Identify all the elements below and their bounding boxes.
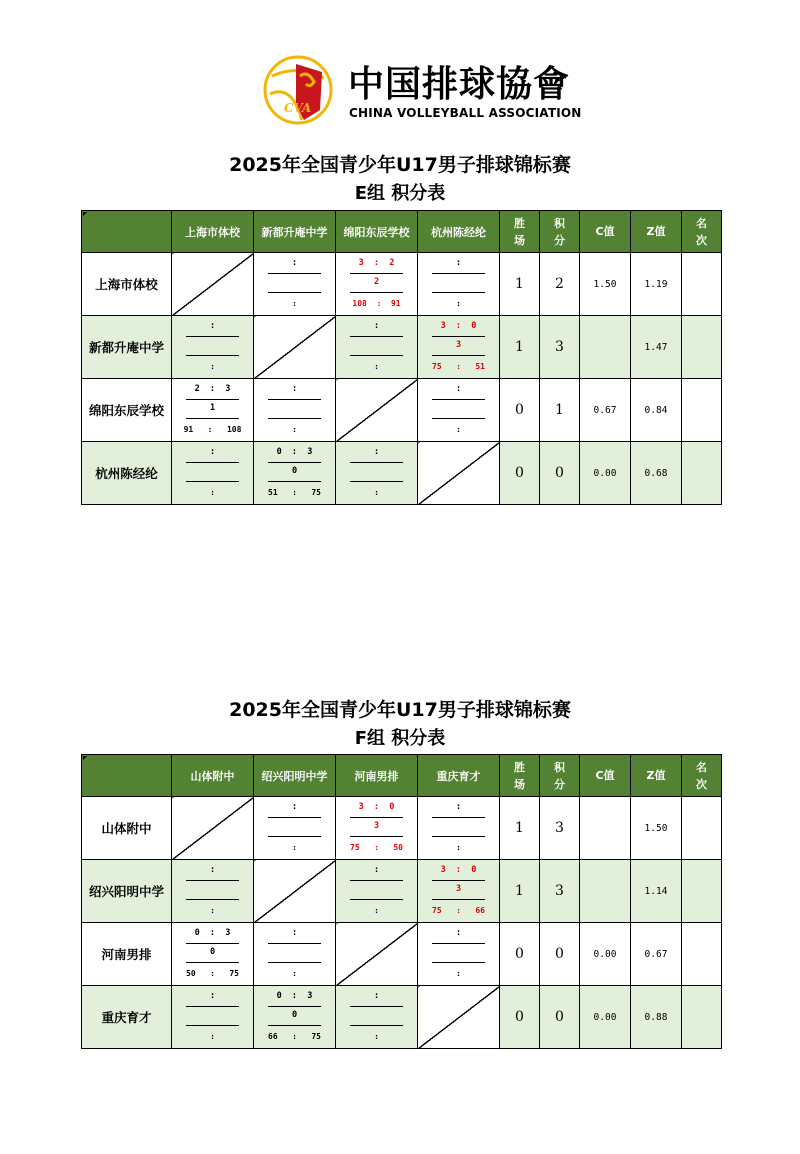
team-name: 重庆育才 [82, 986, 172, 1049]
divider [186, 1025, 239, 1026]
divider [186, 481, 239, 482]
team-row [82, 923, 722, 986]
team-column-header: 绍兴阳明中学 [254, 755, 336, 797]
z-value: 0.68 [631, 442, 682, 505]
divider [350, 292, 403, 293]
set-score: 3 : 0 [358, 802, 395, 812]
c-column-header: C值 [580, 211, 631, 253]
match-result-cell [336, 253, 418, 316]
match-points: 3 [455, 340, 462, 350]
match-result-cell [254, 986, 336, 1049]
match-result-cell [254, 442, 336, 505]
set-score: : [363, 447, 390, 457]
z-value: 1.50 [631, 797, 682, 860]
set-score: : [199, 447, 226, 457]
team-name: 杭州陈经纶 [82, 442, 172, 505]
self-match-cell [418, 442, 500, 505]
logo-chinese-name: 中国排球協會 [348, 63, 571, 105]
divider [268, 292, 321, 293]
set-score: : [445, 802, 472, 812]
divider [268, 836, 321, 837]
points-value: 3 [540, 316, 580, 379]
divider [268, 817, 321, 818]
team-row [82, 797, 722, 860]
match-result-cell [418, 253, 500, 316]
match-points: 1 [209, 403, 216, 413]
divider [350, 336, 403, 337]
set-score: 3 : 0 [440, 321, 477, 331]
set-score: : [281, 928, 308, 938]
rank-value [682, 986, 722, 1049]
set-score: : [445, 258, 472, 268]
point-score: : [359, 906, 394, 915]
match-result-cell [418, 923, 500, 986]
match-result-cell [172, 316, 254, 379]
match-points: 3 [455, 884, 462, 894]
point-score: 51 : 75 [268, 488, 321, 497]
match-result-cell [336, 316, 418, 379]
match-result-cell [418, 316, 500, 379]
header-row [82, 755, 722, 797]
z-value: 1.14 [631, 860, 682, 923]
rank-value [682, 316, 722, 379]
corner-cell [82, 211, 172, 253]
set-score: : [363, 321, 390, 331]
points-value: 2 [540, 253, 580, 316]
cva-logo [262, 52, 582, 128]
set-score: : [281, 384, 308, 394]
set-score: 0 : 3 [276, 447, 313, 457]
divider [268, 943, 321, 944]
rank-value [682, 442, 722, 505]
divider [186, 462, 239, 463]
team-row [82, 379, 722, 442]
set-score: : [281, 258, 308, 268]
self-match-cell [336, 923, 418, 986]
point-score: 75 : 66 [432, 906, 485, 915]
set-score: : [199, 865, 226, 875]
match-result-cell [254, 923, 336, 986]
point-score: : [277, 425, 312, 434]
match-result-cell [172, 986, 254, 1049]
emblem-text: CVA [284, 101, 312, 115]
point-score: : [195, 906, 230, 915]
divider [268, 418, 321, 419]
z-column-header: Z值 [631, 755, 682, 797]
team-row [82, 986, 722, 1049]
point-score: : [441, 425, 476, 434]
divider [186, 880, 239, 881]
self-match-cell [172, 253, 254, 316]
set-score: 3 : 2 [358, 258, 395, 268]
team-name: 新都升庵中学 [82, 316, 172, 379]
point-score: 75 : 50 [350, 843, 403, 852]
divider [186, 899, 239, 900]
team-column-header: 山体附中 [172, 755, 254, 797]
wins-column-header: 胜 场 [500, 755, 540, 797]
divider [350, 1006, 403, 1007]
set-score: 0 : 3 [276, 991, 313, 1001]
point-score: 91 : 108 [183, 425, 242, 434]
team-row [82, 860, 722, 923]
match-result-cell [254, 379, 336, 442]
self-match-cell [418, 986, 500, 1049]
logo-english-name: CHINA VOLLEYBALL ASSOCIATION [349, 106, 582, 120]
corner-cell [82, 755, 172, 797]
points-value: 3 [540, 797, 580, 860]
divider [432, 943, 485, 944]
divider [350, 817, 403, 818]
divider [432, 880, 485, 881]
c-value [580, 797, 631, 860]
z-value: 1.19 [631, 253, 682, 316]
group-f-subtitle: F组 积分表 [354, 728, 446, 749]
rank-value [682, 923, 722, 986]
set-score: : [281, 802, 308, 812]
wins-value: 1 [500, 860, 540, 923]
divider [432, 292, 485, 293]
rank-value [682, 253, 722, 316]
match-result-cell [336, 860, 418, 923]
point-score: : [195, 362, 230, 371]
point-score: 75 : 51 [432, 362, 485, 371]
match-result-cell [418, 860, 500, 923]
team-row [82, 253, 722, 316]
divider [186, 943, 239, 944]
divider [350, 836, 403, 837]
match-points: 0 [209, 947, 216, 957]
point-score: : [195, 1032, 230, 1041]
divider [350, 273, 403, 274]
match-result-cell [254, 797, 336, 860]
c-value: 0.00 [580, 986, 631, 1049]
match-points: 0 [291, 1010, 298, 1020]
points-column-header: 积 分 [540, 755, 580, 797]
wins-column-header: 胜 场 [500, 211, 540, 253]
team-column-header: 重庆育才 [418, 755, 500, 797]
c-value [580, 316, 631, 379]
point-score: : [441, 969, 476, 978]
divider [432, 336, 485, 337]
divider [350, 355, 403, 356]
corner-mark-icon [83, 212, 87, 216]
self-match-cell [254, 316, 336, 379]
header-row [82, 211, 722, 253]
wins-value: 0 [500, 379, 540, 442]
divider [186, 962, 239, 963]
divider [268, 462, 321, 463]
match-result-cell [172, 923, 254, 986]
set-score: : [199, 991, 226, 1001]
wins-value: 0 [500, 442, 540, 505]
match-points: 0 [291, 466, 298, 476]
rank-column-header: 名 次 [682, 755, 722, 797]
team-name: 绵阳东辰学校 [82, 379, 172, 442]
match-points: 2 [373, 277, 380, 287]
match-points: 3 [373, 821, 380, 831]
divider [350, 899, 403, 900]
rank-column-header: 名 次 [682, 211, 722, 253]
set-score: : [445, 928, 472, 938]
point-score: 108 : 91 [352, 299, 401, 308]
divider [268, 1006, 321, 1007]
rank-value [682, 860, 722, 923]
c-column-header: C值 [580, 755, 631, 797]
divider [350, 1025, 403, 1026]
self-match-cell [336, 379, 418, 442]
points-value: 0 [540, 986, 580, 1049]
point-score: : [359, 1032, 394, 1041]
point-score: : [441, 843, 476, 852]
c-value: 0.67 [580, 379, 631, 442]
wins-value: 0 [500, 986, 540, 1049]
divider [432, 399, 485, 400]
point-score: : [277, 969, 312, 978]
divider [432, 836, 485, 837]
points-value: 3 [540, 860, 580, 923]
set-score: : [199, 321, 226, 331]
group-f-standings-table [81, 754, 722, 1049]
divider [186, 336, 239, 337]
divider [432, 273, 485, 274]
point-score: : [195, 488, 230, 497]
divider [268, 481, 321, 482]
divider [350, 462, 403, 463]
divider [268, 399, 321, 400]
z-value: 1.47 [631, 316, 682, 379]
group-e-title: 2025年全国青少年U17男子排球锦标赛 [229, 154, 571, 176]
divider [432, 355, 485, 356]
points-column-header: 积 分 [540, 211, 580, 253]
team-column-header: 上海市体校 [172, 211, 254, 253]
team-row [82, 442, 722, 505]
divider [186, 1006, 239, 1007]
point-score: : [277, 299, 312, 308]
c-value [580, 860, 631, 923]
rank-value [682, 797, 722, 860]
group-e-subtitle: E组 积分表 [354, 183, 446, 204]
z-value: 0.67 [631, 923, 682, 986]
divider [432, 899, 485, 900]
match-result-cell [418, 379, 500, 442]
team-name: 上海市体校 [82, 253, 172, 316]
divider [186, 418, 239, 419]
team-name: 绍兴阳明中学 [82, 860, 172, 923]
team-column-header: 河南男排 [336, 755, 418, 797]
c-value: 1.50 [580, 253, 631, 316]
wins-value: 1 [500, 316, 540, 379]
set-score: : [363, 991, 390, 1001]
rank-value [682, 379, 722, 442]
divider [350, 481, 403, 482]
divider [268, 962, 321, 963]
match-result-cell [418, 797, 500, 860]
team-column-header: 杭州陈经纶 [418, 211, 500, 253]
point-score: 66 : 75 [268, 1032, 321, 1041]
divider [268, 1025, 321, 1026]
set-score: : [363, 865, 390, 875]
team-name: 山体附中 [82, 797, 172, 860]
wins-value: 1 [500, 797, 540, 860]
team-column-header: 绵阳东辰学校 [336, 211, 418, 253]
divider [432, 817, 485, 818]
divider [350, 880, 403, 881]
team-column-header: 新都升庵中学 [254, 211, 336, 253]
divider [186, 399, 239, 400]
set-score: : [445, 384, 472, 394]
c-value: 0.00 [580, 923, 631, 986]
match-result-cell [254, 253, 336, 316]
divider [432, 962, 485, 963]
points-value: 0 [540, 442, 580, 505]
volleyball-emblem-icon [262, 54, 334, 126]
c-value: 0.00 [580, 442, 631, 505]
team-name: 河南男排 [82, 923, 172, 986]
points-value: 0 [540, 923, 580, 986]
point-score: : [359, 488, 394, 497]
z-value: 0.84 [631, 379, 682, 442]
points-value: 1 [540, 379, 580, 442]
point-score: : [441, 299, 476, 308]
match-result-cell [172, 860, 254, 923]
divider [432, 418, 485, 419]
match-result-cell [336, 797, 418, 860]
point-score: : [359, 362, 394, 371]
divider [186, 355, 239, 356]
match-result-cell [336, 442, 418, 505]
corner-mark-icon [83, 756, 87, 760]
team-row [82, 316, 722, 379]
group-e-standings-table [81, 210, 722, 505]
z-column-header: Z值 [631, 211, 682, 253]
wins-value: 1 [500, 253, 540, 316]
match-result-cell [172, 442, 254, 505]
self-match-cell [254, 860, 336, 923]
z-value: 0.88 [631, 986, 682, 1049]
point-score: 50 : 75 [186, 969, 239, 978]
self-match-cell [172, 797, 254, 860]
set-score: 0 : 3 [194, 928, 231, 938]
point-score: : [277, 843, 312, 852]
group-f-title: 2025年全国青少年U17男子排球锦标赛 [229, 699, 571, 721]
set-score: 2 : 3 [194, 384, 231, 394]
match-result-cell [172, 379, 254, 442]
set-score: 3 : 0 [440, 865, 477, 875]
wins-value: 0 [500, 923, 540, 986]
match-result-cell [336, 986, 418, 1049]
divider [268, 273, 321, 274]
